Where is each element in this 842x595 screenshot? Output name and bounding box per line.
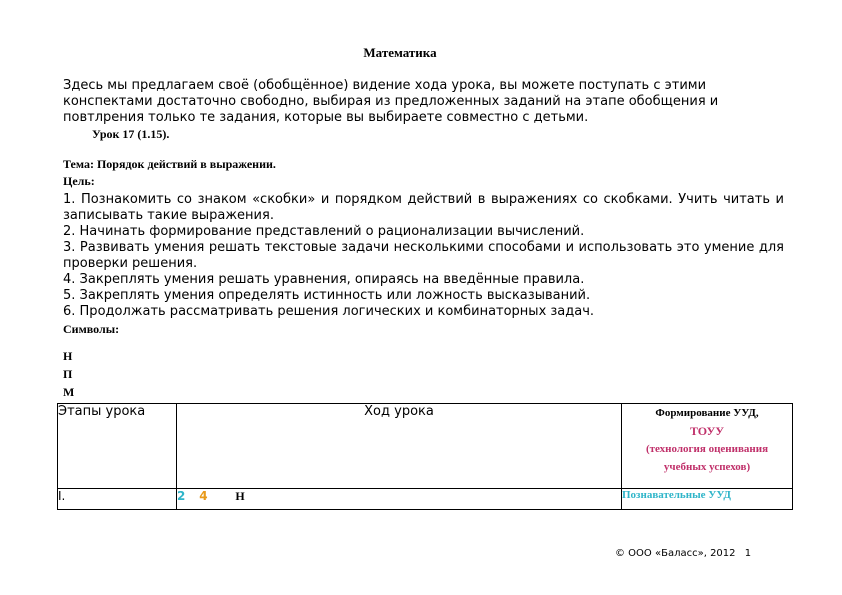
goal-item: 2. Начинать формирование представлений о рационализации вычислений. bbox=[63, 224, 585, 239]
table-header-row bbox=[58, 404, 793, 489]
goal-item: 5. Закреплять умения определять истинность или ложность высказываний. bbox=[63, 288, 591, 303]
lesson-number: Урок 17 (1.15). bbox=[92, 127, 170, 141]
goals-list bbox=[63, 192, 784, 320]
symbol-p: П bbox=[63, 367, 73, 381]
row-uud-label: Познавательные УУД bbox=[622, 489, 731, 501]
lesson-topic: Тема: Порядок действий в выражении. bbox=[63, 157, 276, 171]
symbols-label: Символы: bbox=[63, 322, 120, 336]
goal-item: 6. Продолжать рассматривать решения логических и комбинаторных задач. bbox=[63, 304, 595, 319]
table-row bbox=[58, 489, 793, 510]
page-number: 1 bbox=[744, 548, 752, 559]
header-uud-toyy: ТОУУ bbox=[689, 424, 725, 438]
row-stage: I. bbox=[58, 489, 177, 510]
task-number-b: 4 bbox=[199, 489, 208, 503]
header-uud-line4: учебных успехов) bbox=[663, 461, 751, 473]
document-title: Математика bbox=[363, 45, 437, 60]
header-uud-line3: (технология оценивания bbox=[645, 443, 769, 455]
footer bbox=[615, 548, 751, 559]
header-course: Ход урока bbox=[177, 404, 622, 489]
goal-label: Цель: bbox=[63, 174, 95, 188]
task-number-a: 2 bbox=[177, 489, 186, 503]
header-stages: Этапы урока bbox=[58, 404, 177, 489]
row-uud bbox=[622, 489, 793, 510]
symbol-n: Н bbox=[63, 349, 73, 363]
row-course bbox=[177, 489, 622, 510]
symbol-m: М bbox=[63, 385, 75, 399]
header-uud-line1: Формирование УУД, bbox=[655, 407, 759, 419]
row-symbol: Н bbox=[235, 489, 245, 503]
footer-copyright: © ООО «Баласс», 2012 bbox=[615, 548, 736, 559]
intro-paragraph: Здесь мы предлагаем своё (обобщённое) видение хода урока, вы можете поступать с этими конспектами достаточно свободно, выбирая из предложенных заданий на этапе обобщения и повтлрения только те задания, которые вы выбираете совместно с детьми. bbox=[63, 78, 719, 125]
lesson-table bbox=[57, 403, 793, 510]
goal-item: 4. Закреплять умения решать уравнения, опираясь на введённые правила. bbox=[63, 272, 585, 287]
goal-item: 1. Познакомить со знаком «скобки» и порядком действий в выражениях со скобками. Учить читать и записывать такие выражения. bbox=[63, 192, 784, 223]
goal-item: 3. Развивать умения решать текстовые задачи несколькими способами и использовать это умение для проверки решения. bbox=[63, 240, 784, 271]
header-uud bbox=[622, 404, 793, 489]
